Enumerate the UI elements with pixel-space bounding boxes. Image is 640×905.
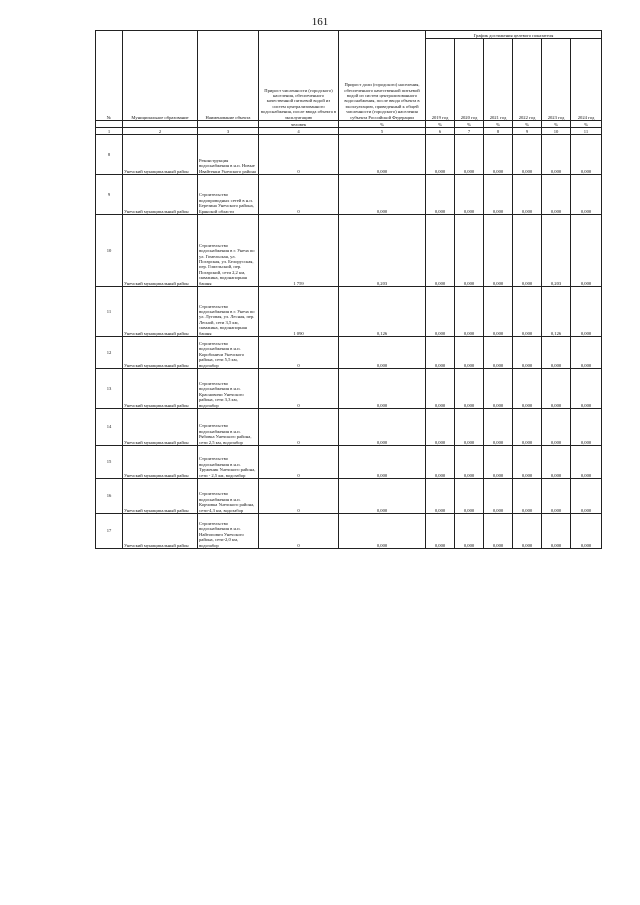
table-row	[96, 215, 602, 287]
year-value-cell: 0,000	[426, 175, 455, 215]
year-value-cell: 0,000	[484, 514, 513, 549]
year-value-cell: 0,000	[455, 446, 484, 479]
share-growth-cell: 0,126	[339, 287, 426, 337]
population-growth-cell: 0	[259, 175, 339, 215]
year-value-cell: 0,000	[513, 175, 542, 215]
year-value-cell: 0,000	[426, 369, 455, 409]
table-row	[96, 369, 602, 409]
municipality-cell: Унечский муниципальный район	[123, 514, 198, 549]
municipality-cell: Унечский муниципальный район	[123, 369, 198, 409]
municipality-cell: Унечский муниципальный район	[123, 479, 198, 514]
year-value-cell: 0,000	[542, 337, 571, 369]
header-share-growth: Прирост доли (городского) населения, обеспеченного качественной питьевой водой из систем централизованного водоснабжения, после ввода объекта в эксплуатацию, приведенный к общей численности (городского) населения субъекта Российской Федерации	[339, 31, 426, 121]
year-value-cell: 0,000	[426, 215, 455, 287]
header-year: 2021 год	[484, 39, 513, 121]
population-growth-cell: 1 759	[259, 215, 339, 287]
population-growth-cell: 0	[259, 135, 339, 175]
object-name-cell: Строительство водоснабжения в н.п. Найтопович Унечского района, сети-2,0 км, водозабор	[198, 514, 259, 549]
year-value-cell: 0,000	[484, 409, 513, 446]
table-row	[96, 479, 602, 514]
year-value-cell: 0,000	[484, 215, 513, 287]
column-index: 1	[96, 128, 123, 135]
year-value-cell: 0,000	[571, 514, 602, 549]
table-row	[96, 337, 602, 369]
header-year: 2020 год	[455, 39, 484, 121]
municipality-cell: Унечский муниципальный район	[123, 175, 198, 215]
year-value-cell: 0,000	[455, 514, 484, 549]
year-value-cell: 0,000	[513, 135, 542, 175]
year-value-cell: 0,000	[542, 369, 571, 409]
unit-percent: %	[339, 121, 426, 128]
row-number: 16	[96, 479, 123, 514]
year-value-cell: 0,000	[484, 479, 513, 514]
object-name-cell: Строительство водоснабжения в г. Унеча по ул. Гомельская, ул. Погарская, ул. Белорусская, пер. Гомельский, пер. Погарский, сети 2,2 км, скважина, водонапорная башня	[198, 215, 259, 287]
year-value-cell: 0,000	[542, 479, 571, 514]
unit-percent: %	[571, 121, 602, 128]
year-value-cell: 0,000	[571, 369, 602, 409]
population-growth-cell: 0	[259, 337, 339, 369]
row-number: 13	[96, 369, 123, 409]
object-name-cell: Строительство водоснабжения в н.п. Рябовка Унечского района, сети 2,5 км, водозабор	[198, 409, 259, 446]
object-name-cell: Строительство водоснабжения в н.п. Корчовка Унечского района, сети-4,3 км, водозабор	[198, 479, 259, 514]
object-name-cell: Строительство водоснабжения в н.п. Коробоничи Унечского района, сети 5,5 км, водозабор	[198, 337, 259, 369]
share-growth-cell: 0,000	[339, 337, 426, 369]
table-row	[96, 409, 602, 446]
row-number: 17	[96, 514, 123, 549]
header-population-growth: Прирост численности (городского) населения, обеспеченного качественной питьевой водой из систем централизованного водоснабжения, после ввода объекта в эксплуатацию	[259, 31, 339, 121]
header-year: 2023 год	[542, 39, 571, 121]
share-growth-cell: 0,000	[339, 514, 426, 549]
table-row	[96, 287, 602, 337]
object-name-cell: Строительство водопроводных сетей в н.п. Березина Унечского района, Брянской области	[198, 175, 259, 215]
year-value-cell: 0,000	[426, 337, 455, 369]
year-value-cell: 0,000	[484, 175, 513, 215]
municipality-cell: Унечский муниципальный район	[123, 446, 198, 479]
population-growth-cell: 0	[259, 446, 339, 479]
year-value-cell: 0,000	[542, 446, 571, 479]
table-row	[96, 135, 602, 175]
column-index: 7	[455, 128, 484, 135]
year-value-cell: 0,000	[513, 514, 542, 549]
unit-percent: %	[455, 121, 484, 128]
share-growth-cell: 0,000	[339, 409, 426, 446]
year-value-cell: 0,000	[571, 479, 602, 514]
year-value-cell: 0,000	[455, 175, 484, 215]
unit-percent: %	[542, 121, 571, 128]
table-row	[96, 446, 602, 479]
column-index: 6	[426, 128, 455, 135]
year-value-cell: 0,000	[455, 409, 484, 446]
column-index: 11	[571, 128, 602, 135]
row-number: 11	[96, 287, 123, 337]
year-value-cell: 0,000	[455, 135, 484, 175]
municipality-cell: Унечский муниципальный район	[123, 215, 198, 287]
year-value-cell: 0,000	[426, 446, 455, 479]
header-object: Наименование объекта	[198, 31, 259, 121]
year-value-cell: 0,000	[542, 409, 571, 446]
population-growth-cell: 0	[259, 409, 339, 446]
year-value-cell: 0,000	[513, 287, 542, 337]
year-value-cell: 0,000	[513, 215, 542, 287]
year-value-cell: 0,000	[455, 337, 484, 369]
column-index: 9	[513, 128, 542, 135]
municipality-cell: Унечский муниципальный район	[123, 409, 198, 446]
column-index: 10	[542, 128, 571, 135]
year-value-cell: 0,000	[513, 369, 542, 409]
municipality-cell: Унечский муниципальный район	[123, 337, 198, 369]
unit-percent: %	[426, 121, 455, 128]
population-growth-cell: 0	[259, 514, 339, 549]
municipality-cell: Унечский муниципальный район	[123, 287, 198, 337]
year-value-cell: 0,000	[426, 514, 455, 549]
year-value-cell: 0,000	[484, 287, 513, 337]
year-value-cell: 0,000	[426, 135, 455, 175]
share-growth-cell: 0,000	[339, 369, 426, 409]
population-growth-cell: 1 090	[259, 287, 339, 337]
year-value-cell: 0,000	[571, 215, 602, 287]
row-number: 9	[96, 175, 123, 215]
year-value-cell: 0,203	[542, 215, 571, 287]
year-value-cell: 0,126	[542, 287, 571, 337]
year-value-cell: 0,000	[571, 135, 602, 175]
year-value-cell: 0,000	[513, 446, 542, 479]
year-value-cell: 0,000	[542, 514, 571, 549]
target-indicator-table	[95, 30, 602, 549]
row-number: 12	[96, 337, 123, 369]
population-growth-cell: 0	[259, 479, 339, 514]
year-value-cell: 0,000	[571, 287, 602, 337]
object-name-cell: Реконструкция водоснабжения в н.п. Новые Ивайтенки Унечского района	[198, 135, 259, 175]
row-number: 15	[96, 446, 123, 479]
share-growth-cell: 0,000	[339, 479, 426, 514]
column-index: 4	[259, 128, 339, 135]
share-growth-cell: 0,203	[339, 215, 426, 287]
page-number: 161	[311, 16, 329, 28]
unit-percent: %	[484, 121, 513, 128]
year-value-cell: 0,000	[455, 287, 484, 337]
row-number: 10	[96, 215, 123, 287]
year-value-cell: 0,000	[571, 337, 602, 369]
share-growth-cell: 0,000	[339, 446, 426, 479]
year-value-cell: 0,000	[571, 409, 602, 446]
header-year: 2022 год	[513, 39, 542, 121]
year-value-cell: 0,000	[455, 479, 484, 514]
year-value-cell: 0,000	[513, 337, 542, 369]
share-growth-cell: 0,000	[339, 175, 426, 215]
year-value-cell: 0,000	[513, 479, 542, 514]
column-index: 2	[123, 128, 198, 135]
year-value-cell: 0,000	[484, 446, 513, 479]
year-value-cell: 0,000	[542, 135, 571, 175]
year-value-cell: 0,000	[542, 175, 571, 215]
year-value-cell: 0,000	[455, 369, 484, 409]
year-value-cell: 0,000	[426, 479, 455, 514]
year-value-cell: 0,000	[484, 337, 513, 369]
row-number: 8	[96, 135, 123, 175]
year-value-cell: 0,000	[455, 215, 484, 287]
object-name-cell: Строительство водоснабжения в н.п. Труженик Унечского района, сети - 2,5 км, водозабор	[198, 446, 259, 479]
year-value-cell: 0,000	[571, 446, 602, 479]
year-value-cell: 0,000	[484, 135, 513, 175]
year-value-cell: 0,000	[571, 175, 602, 215]
unit-people: человек	[259, 121, 339, 128]
column-index: 5	[339, 128, 426, 135]
header-num: №	[96, 31, 123, 121]
municipality-cell: Унечский муниципальный район	[123, 135, 198, 175]
header-year: 2019 год	[426, 39, 455, 121]
year-value-cell: 0,000	[513, 409, 542, 446]
object-name-cell: Строительство водоснабжения в г. Унеча по ул. Луговая, ул. Лесная, пер. Лесной, сети 3,5 км, скважина, водонапорная башня	[198, 287, 259, 337]
year-value-cell: 0,000	[426, 287, 455, 337]
object-name-cell: Строительство водоснабжения в н.п. Красновичи Унечского района, сети 3,3 км, водозабор	[198, 369, 259, 409]
column-index: 3	[198, 128, 259, 135]
table-row	[96, 175, 602, 215]
table-row	[96, 514, 602, 549]
header-year: 2024 год	[571, 39, 602, 121]
unit-percent: %	[513, 121, 542, 128]
share-growth-cell: 0,000	[339, 135, 426, 175]
row-number: 14	[96, 409, 123, 446]
year-value-cell: 0,000	[426, 409, 455, 446]
column-index: 8	[484, 128, 513, 135]
year-value-cell: 0,000	[484, 369, 513, 409]
population-growth-cell: 0	[259, 369, 339, 409]
header-municipality: Муниципальное образование	[123, 31, 198, 121]
header-schedule: График достижения целевого показателя	[426, 31, 602, 39]
